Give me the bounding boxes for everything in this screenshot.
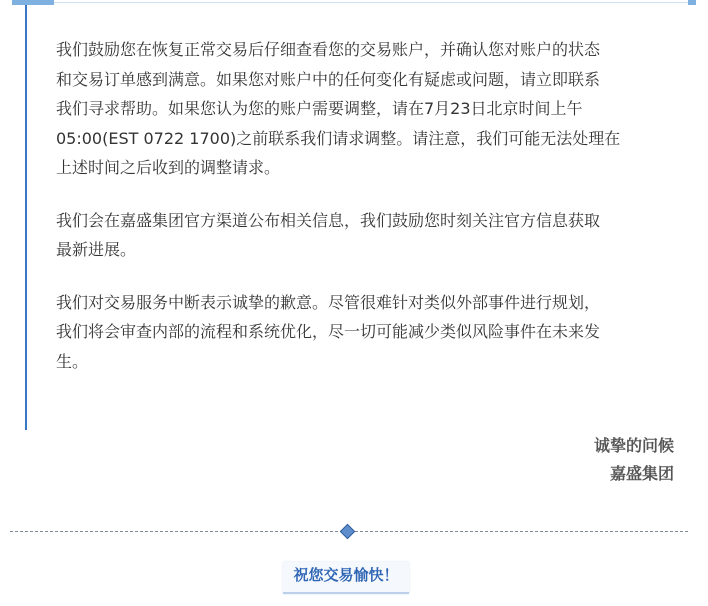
top-border-line [54,2,688,3]
diamond-icon [340,524,356,540]
paragraph-official-channels: 我们会在嘉盛集团官方渠道公布相关信息，我们鼓励您时刻关注官方信息获取 最新进展。 [56,210,601,259]
closing-message: 祝您交易愉快！ [283,562,409,594]
left-accent-rule [25,5,27,430]
notice-body [56,35,648,376]
signoff [594,432,674,488]
top-left-accent-bar [12,0,54,5]
top-right-accent-bar [688,0,696,5]
signoff-greeting: 诚挚的问候 [593,436,674,455]
paragraph-account-review: 我们鼓励您在恢复正常交易后仔细查看您的交易账户，并确认您对账户的状态 和交易订单感到满意。如果您对账户中的任何变化有疑虑或问题，请立即联系 我们寻求帮助。如果您认为您的账户需要调整，请在7月23日北京时间上午 05:00(EST 0722 1700)之前联系我们请求调整。请注意，我们可能无法处理在 上述时间之后收到的调整请求。 [56,40,621,177]
signoff-company: 嘉盛集团 [609,464,674,483]
paragraph-apology: 我们对交易服务中断表示诚挚的歉意。尽管很难针对类似外部事件进行规划， 我们将会审查内部的流程和系统优化，尽一切可能减少类似风险事件在未来发 生。 [56,292,601,371]
